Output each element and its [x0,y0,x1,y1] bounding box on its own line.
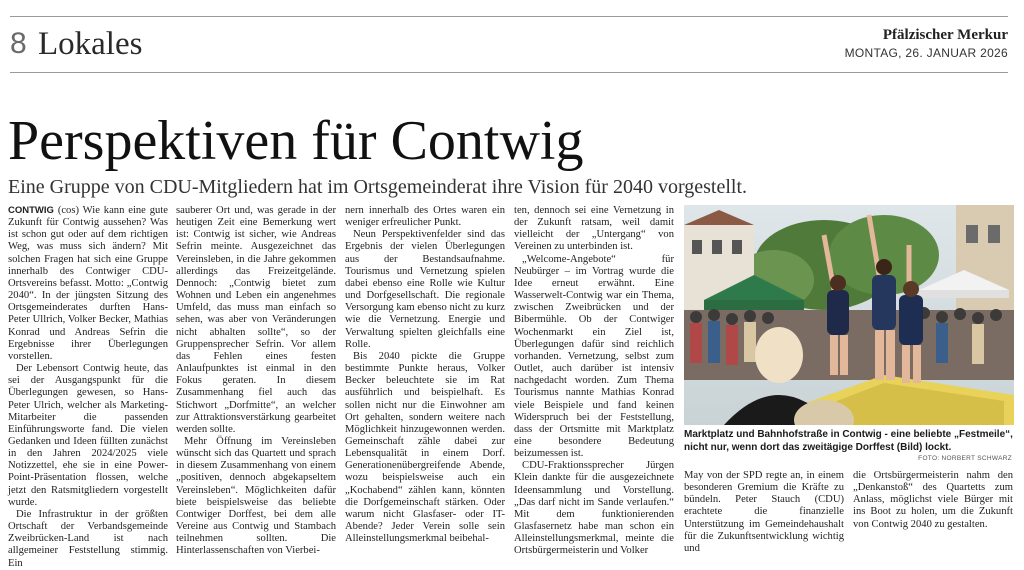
article-paragraph: sauberer Ort und, was gerade in der heutigen Zeit eine Bemerkung wert ist: Contwig ist sicher, wie Andreas Sefrin meinte. Ausgezeichnet das Vereinsleben, in die Jahre gekommen allerdings das Freizeitgelände. Dennoch: „Contwig bietet zum Wohnen und Leben ein angenehmes Umfeld, das muss man einfach so sehen, was aber von Veränderungen nicht abhalten sollte“, so der Gruppensprecher Sefrin. Vor allem das Fehlen eines festen Anlaufpunktes ist einmal in den Fokus geraten. In diesem Zusammenhang fiel auch das Stichwort „Dorfmitte“, an welcher zur Attraktionsverstärkung gearbeitet werden sollte. [176,205,336,435]
article-headline: Perspektiven für Contwig [8,110,584,172]
photo-caption: Marktplatz und Bahnhofstraße in Contwig - eine beliebte „Festmeile“, nicht nur, wenn dort das zweitägige Dorffest (Bild) lockt. [684,429,1013,453]
article-column-1 [8,205,168,570]
article-column-4 [514,205,674,558]
article-paragraph: die Ortsbürgermeisterin nahm den „Denkanstoß“ des Quartetts zum Anlass, möglichst viele Bürger mit ins Boot zu holen, um die Zukunft von Contwig 2040 zu gestalten. [853,470,1013,530]
photo-credit: FOTO: NORBERT SCHWARZ [918,455,1012,462]
page-number: 8 [10,27,27,60]
article-paragraph: Die Infrastruktur in der größten Ortschaft der Verbandsgemeinde Zweibrücken-Land ist nach allgemeiner Feststellung stimmig. Ein [8,508,168,569]
section-title: Lokales [38,26,143,62]
festival-photo-illustration [684,205,1014,425]
header-rule-top [10,16,1008,17]
article-column-3 [345,205,505,545]
newspaper-name: Pfälzischer Merkur [882,27,1008,43]
article-paragraph: Mehr Öffnung im Vereinsleben wünscht sich das Quartett und sprach in diesem Zusammenhang von einem „positiven, dennoch abgekapseltem Vereinsleben“. Möglichkeiten dafür biete beispielsweise das beliebte Contwiger Dorffest, bei dem alle Vereine aus Contwig und Stambach teilnehmen sollten. Die Hinterlassenschaften von Vierbei- [176,435,336,557]
article-paragraph: Der Lebensort Contwig heute, das sei der Ausgangspunkt für die Überlegungen gewesen, so Hans-Peter Ulrich, welcher als Marketing-Mitarbeiter die passenden Einführungsworte fand. Die vielen Gedanken und Ideen füllten zunächst in den Jahren 2024/2025 viele Notizzettel, ehe sie in eine Power-Point-Präsentation flossen, welche jetzt den Ratsmitgliedern vorgestellt wurde. [8,363,168,508]
article-paragraph: May von der SPD regte an, in einem besonderen Gremium die Kräfte zu bündeln. Peter Stauch (CDU) erachtete die finanzielle Unterstützung im Gemeindehaushalt für die Zukunftsentwicklung wichtig und [684,470,844,554]
article-paragraph: Bis 2040 pickte die Gruppe bestimmte Punkte heraus, Volker Becker beleuchtete sie im Rat ausführlich und beispielhaft. Es sollen nicht nur die Einwohner am Ort gehalten, sondern weitere nach Möglichkeit hinzugewonnen werden. Gemeinschaft zähle dabei zur Lebensqualität in einem Dorf. Generationenübergreifende Abende, wozu beispielsweise auch ein „Kochabend“ zählen kann, könnten die Dorfgemeinschaft stärken. Oder warum nicht Glasfaser- oder IT-Abende? Jeder Verein solle sein Alleinstellungsmerkmal beibehal- [345,350,505,545]
article-paragraph: „Welcome-Angebote“ für Neubürger – im Vortrag wurde die Idee erneut erwähnt. Eine Wasserwelt-Contwig war ein Thema, zwischen Zweibrücken und der Bibermühle. Ob der Contwiger Wochenmarkt ein Ziel ist, Überlegungen dafür sind reichlich vorhanden. Vernetzung, selbst zum Outlet, auch darüber ist intensiv nachgedacht worden. Zum Thema Tourismus nannte Mathias Konrad viele Beispiele und fand keinen Widerspruch bei der Feststellung, dass der Ortsmitte mit Marktplatz eine besondere Bedeutung beizumessen ist. [514,253,674,460]
article-paragraph: CDU-Fraktionssprecher Jürgen Klein dankte für die ausgezeichnete Ideensammlung und Vorstellung. „Das darf nicht im Sande verlaufen.“ Mit dem funktionierenden Glasfasernetz habe man schon ein Alleinstellungsmerkmal, meinte die Ortsbürgermeisterin und Volker [514,460,674,557]
article-column-5 [684,470,844,555]
article-paragraph: ten, dennoch sei eine Vernetzung in der Zukunft ratsam, weil damit vielleicht der „Untergang“ von Vereinen zu unterbinden ist. [514,205,674,253]
header-rule-bottom [10,72,1008,73]
article-paragraph: nern innerhalb des Ortes waren ein weniger erfreulicher Punkt. [345,205,505,229]
article-column-6 [853,470,1013,531]
dateline: CONTWIG [8,205,54,216]
article-subheadline: Eine Gruppe von CDU-Mitgliedern hat im Ortsgemeinderat ihre Vision für 2040 vorgestellt. [8,176,748,198]
paragraph-text: (cos) Wie kann eine gute Zukunft für Contwig aussehen? Was ist schon gut oder auf dem richtigen Weg, was muss sich ändern? Mit solchen Fragen hat sich eine Gruppe innerhalb des Contwiger CDU-Ortsvereins befasst. Motto: „Contwig 2040“. In der jüngsten Sitzung des Ortsgemeinderates durften Hans-Peter Ullrich, Volker Becker, Mathias Konrad und Andreas Sefrin die Ergebnisse ihrer Überlegungen vorstellen. [8,205,169,362]
article-paragraph: Neun Perspektivenfelder sind das Ergebnis der vielen Überlegungen aus der Bestandsaufnahme. Tourismus und Vernetzung spielen dabei ebenso eine Rolle wie Kultur und Dorfgesellschaft. Die regionale Versorgung kam ebenso nicht zu kurz wie die Vernetzung. Energie und Verwaltung spielten gleichfalls eine Rolle. [345,229,505,350]
article-paragraph [8,205,168,363]
issue-date: MONTAG, 26. JANUAR 2026 [844,46,1008,60]
article-photo [684,205,1014,425]
article-column-2 [176,205,336,558]
